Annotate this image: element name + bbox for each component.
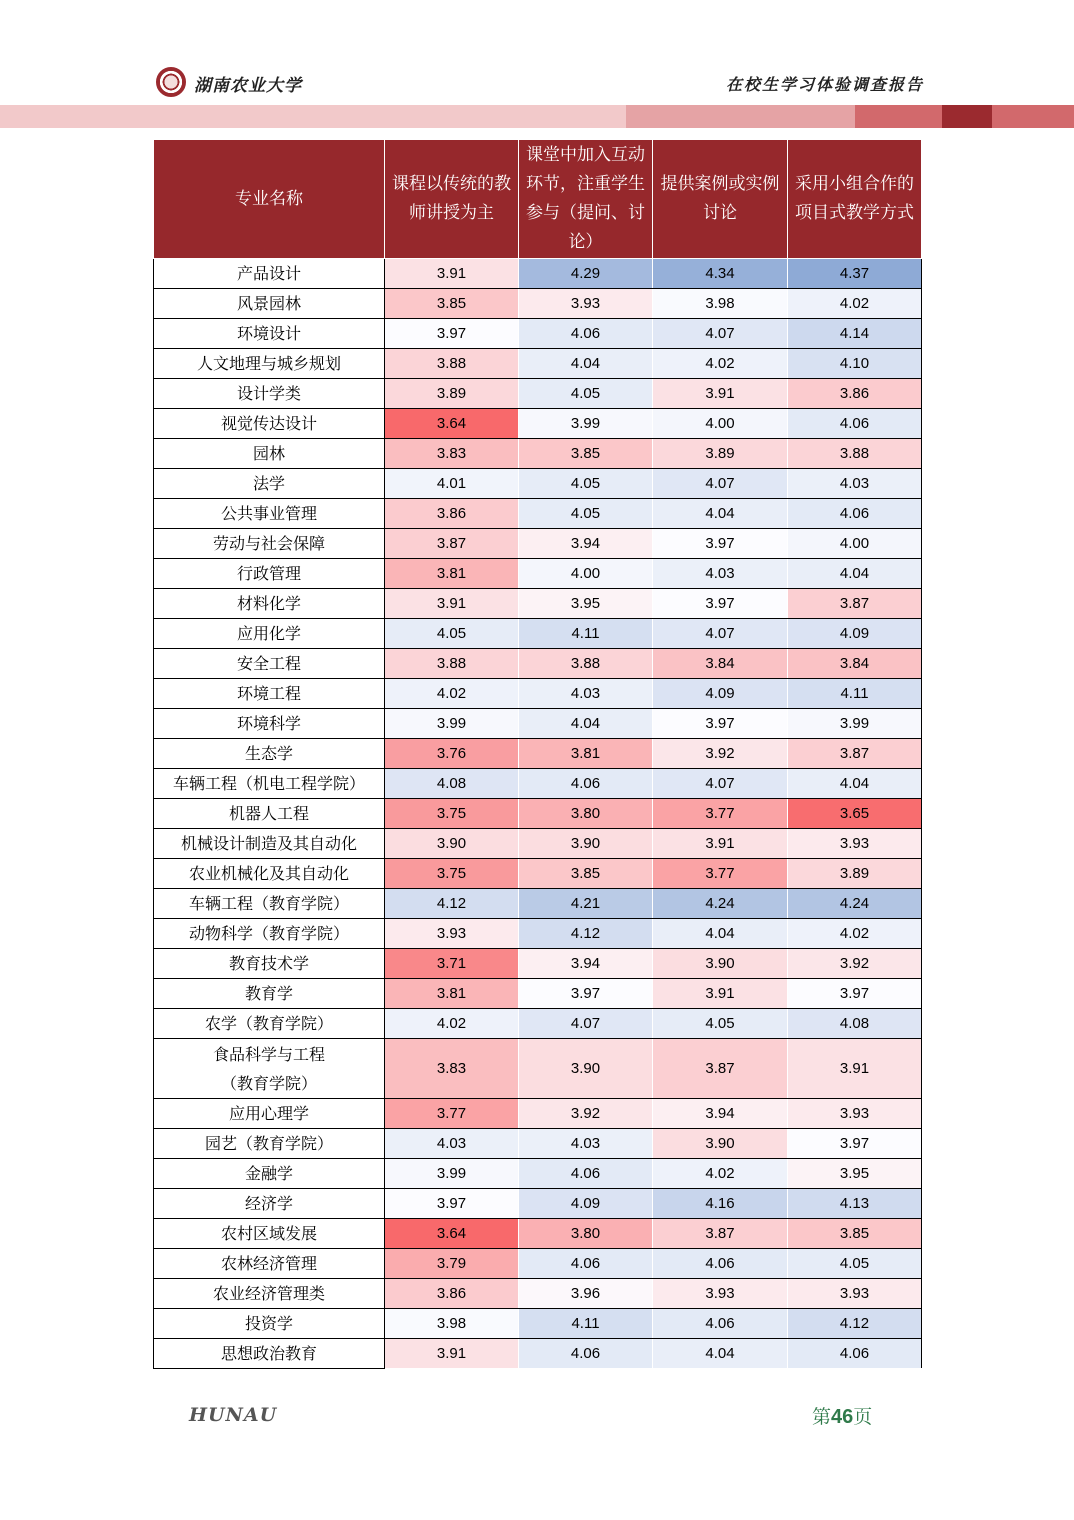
table-row [154, 979, 922, 1009]
score-cell: 4.11 [519, 1309, 653, 1339]
major-name-cell: 车辆工程（机电工程学院） [154, 769, 385, 799]
score-cell: 4.09 [788, 619, 922, 649]
table-row [154, 679, 922, 709]
score-cell: 4.06 [519, 1159, 653, 1189]
score-cell: 3.80 [519, 1219, 653, 1249]
report-title: 在校生学习体验调查报告 [725, 75, 924, 94]
score-cell: 3.90 [519, 829, 653, 859]
major-name-cell: 金融学 [154, 1159, 385, 1189]
score-cell: 4.06 [519, 1249, 653, 1279]
table-row [154, 1039, 922, 1099]
major-name-cell: 安全工程 [154, 649, 385, 679]
score-cell: 4.04 [788, 559, 922, 589]
score-cell: 3.95 [519, 589, 653, 619]
table-row [154, 1309, 922, 1339]
column-header-interactive: 课堂中加入互动环节，注重学生参与（提问、讨论） [519, 140, 653, 259]
score-cell: 3.64 [385, 409, 519, 439]
table-row [154, 379, 922, 409]
table-row [154, 769, 922, 799]
score-cell: 3.93 [385, 919, 519, 949]
score-cell: 3.93 [653, 1279, 788, 1309]
score-cell: 4.02 [788, 919, 922, 949]
major-name-cell: 机器人工程 [154, 799, 385, 829]
score-cell: 4.04 [653, 1339, 788, 1369]
score-cell: 3.86 [788, 379, 922, 409]
major-name-cell: 车辆工程（教育学院） [154, 889, 385, 919]
score-cell: 4.24 [653, 889, 788, 919]
header-band [626, 105, 855, 128]
score-cell: 4.02 [788, 289, 922, 319]
table-row [154, 619, 922, 649]
score-cell: 4.06 [788, 499, 922, 529]
score-cell: 4.06 [653, 1249, 788, 1279]
major-name-cell: 动物科学（教育学院） [154, 919, 385, 949]
score-cell: 3.88 [385, 649, 519, 679]
major-name-cell: 法学 [154, 469, 385, 499]
score-cell: 4.05 [788, 1249, 922, 1279]
major-name-cell: 农业机械化及其自动化 [154, 859, 385, 889]
table-row [154, 1189, 922, 1219]
table-row [154, 589, 922, 619]
score-cell: 3.91 [385, 1339, 519, 1369]
score-cell: 4.12 [788, 1309, 922, 1339]
score-cell: 4.05 [519, 469, 653, 499]
table-row [154, 409, 922, 439]
table-row [154, 1279, 922, 1309]
score-cell: 3.88 [519, 649, 653, 679]
header-band [855, 105, 942, 128]
major-name-cell: 农业经济管理类 [154, 1279, 385, 1309]
score-cell: 4.03 [653, 559, 788, 589]
table-row [154, 1249, 922, 1279]
score-cell: 4.11 [788, 679, 922, 709]
table-row [154, 829, 922, 859]
score-cell: 3.81 [385, 559, 519, 589]
major-name-cell: 环境工程 [154, 679, 385, 709]
score-cell: 4.02 [653, 349, 788, 379]
score-cell: 4.07 [653, 769, 788, 799]
score-cell: 4.24 [788, 889, 922, 919]
score-cell: 3.92 [788, 949, 922, 979]
score-cell: 3.86 [385, 1279, 519, 1309]
column-header-major: 专业名称 [154, 140, 385, 259]
score-cell: 3.83 [385, 439, 519, 469]
major-name-cell: 应用化学 [154, 619, 385, 649]
page-number [812, 1402, 872, 1429]
score-cell: 3.80 [519, 799, 653, 829]
score-cell: 4.07 [653, 619, 788, 649]
major-name-cell: 应用心理学 [154, 1099, 385, 1129]
score-cell: 4.05 [519, 499, 653, 529]
score-cell: 4.06 [788, 409, 922, 439]
score-cell: 3.91 [385, 589, 519, 619]
major-name-cell: 材料化学 [154, 589, 385, 619]
major-name-cell: 生态学 [154, 739, 385, 769]
table-row [154, 319, 922, 349]
score-cell: 4.13 [788, 1189, 922, 1219]
table-row [154, 1129, 922, 1159]
score-cell: 4.01 [385, 469, 519, 499]
page-number-value: 46 [831, 1406, 854, 1428]
score-cell: 3.98 [653, 289, 788, 319]
major-name-cell: 劳动与社会保障 [154, 529, 385, 559]
table-body [154, 259, 922, 1369]
score-cell: 3.85 [519, 439, 653, 469]
score-cell: 4.08 [385, 769, 519, 799]
column-header-group-project: 采用小组合作的项目式教学方式 [788, 140, 922, 259]
score-cell: 3.92 [653, 739, 788, 769]
column-header-case-discussion: 提供案例或实例讨论 [653, 140, 788, 259]
score-cell: 4.08 [788, 1009, 922, 1039]
table-row [154, 529, 922, 559]
major-name-cell: 农学（教育学院） [154, 1009, 385, 1039]
header-band [992, 105, 1074, 128]
score-cell: 4.05 [519, 379, 653, 409]
major-name-cell: 设计学类 [154, 379, 385, 409]
score-cell: 3.91 [653, 829, 788, 859]
major-name-cell [154, 1039, 385, 1099]
score-cell: 4.03 [788, 469, 922, 499]
score-cell: 3.97 [788, 979, 922, 1009]
score-cell: 3.91 [385, 259, 519, 289]
table-row [154, 469, 922, 499]
university-name: 湖南农业大学 [194, 76, 302, 96]
score-cell: 4.16 [653, 1189, 788, 1219]
score-cell: 4.04 [653, 499, 788, 529]
score-cell: 3.77 [653, 859, 788, 889]
score-cell: 4.06 [519, 769, 653, 799]
score-cell: 4.12 [519, 919, 653, 949]
score-cell: 3.83 [385, 1039, 519, 1099]
score-cell: 3.92 [519, 1099, 653, 1129]
score-cell: 4.10 [788, 349, 922, 379]
major-name-cell: 行政管理 [154, 559, 385, 589]
score-cell: 4.02 [653, 1159, 788, 1189]
score-cell: 4.07 [653, 469, 788, 499]
table-row [154, 1099, 922, 1129]
score-cell: 3.98 [385, 1309, 519, 1339]
score-cell: 4.09 [519, 1189, 653, 1219]
score-cell: 3.89 [385, 379, 519, 409]
score-cell: 3.99 [788, 709, 922, 739]
score-cell: 3.99 [385, 1159, 519, 1189]
score-cell: 4.04 [788, 769, 922, 799]
score-cell: 4.06 [519, 1339, 653, 1369]
score-cell: 4.04 [519, 709, 653, 739]
score-cell: 3.76 [385, 739, 519, 769]
score-cell: 4.07 [519, 1009, 653, 1039]
table-row [154, 919, 922, 949]
score-cell: 3.79 [385, 1249, 519, 1279]
score-cell: 3.86 [385, 499, 519, 529]
university-seal-icon [156, 67, 186, 97]
score-cell: 4.00 [653, 409, 788, 439]
score-cell: 3.94 [519, 949, 653, 979]
major-name-line: （教育学院） [220, 1073, 317, 1093]
score-cell: 4.34 [653, 259, 788, 289]
score-cell: 3.99 [519, 409, 653, 439]
score-cell: 4.14 [788, 319, 922, 349]
score-cell: 3.94 [519, 529, 653, 559]
score-cell: 3.71 [385, 949, 519, 979]
score-cell: 3.85 [788, 1219, 922, 1249]
score-cell: 3.90 [653, 949, 788, 979]
score-cell: 3.91 [653, 379, 788, 409]
score-cell: 4.37 [788, 259, 922, 289]
score-cell: 4.03 [519, 679, 653, 709]
major-name-line: 食品科学与工程 [212, 1044, 325, 1064]
major-name-cell: 农村区域发展 [154, 1219, 385, 1249]
score-cell: 3.90 [519, 1039, 653, 1099]
score-cell: 4.00 [519, 559, 653, 589]
major-name-cell: 农林经济管理 [154, 1249, 385, 1279]
score-cell: 3.77 [385, 1099, 519, 1129]
score-cell: 3.75 [385, 859, 519, 889]
score-cell: 4.05 [653, 1009, 788, 1039]
score-cell: 3.77 [653, 799, 788, 829]
score-cell: 3.97 [653, 709, 788, 739]
score-cell: 3.93 [788, 829, 922, 859]
score-cell: 3.93 [788, 1099, 922, 1129]
table-row [154, 1339, 922, 1369]
score-cell: 3.85 [519, 859, 653, 889]
major-name-cell: 环境设计 [154, 319, 385, 349]
score-cell: 3.84 [788, 649, 922, 679]
table-row [154, 709, 922, 739]
score-cell: 3.97 [385, 319, 519, 349]
score-cell: 3.91 [653, 979, 788, 1009]
table-row [154, 259, 922, 289]
table-row [154, 559, 922, 589]
score-cell: 3.90 [653, 1129, 788, 1159]
table-row [154, 739, 922, 769]
score-cell: 3.97 [385, 1189, 519, 1219]
score-cell: 3.75 [385, 799, 519, 829]
table-row [154, 1159, 922, 1189]
score-cell: 3.90 [385, 829, 519, 859]
table-row [154, 1219, 922, 1249]
score-cell: 4.03 [385, 1129, 519, 1159]
score-cell: 3.65 [788, 799, 922, 829]
score-cell: 3.89 [788, 859, 922, 889]
score-cell: 3.97 [653, 529, 788, 559]
score-cell: 3.87 [788, 739, 922, 769]
major-name-cell: 人文地理与城乡规划 [154, 349, 385, 379]
score-cell: 3.89 [653, 439, 788, 469]
score-cell: 3.93 [519, 289, 653, 319]
score-cell: 4.02 [385, 1009, 519, 1039]
score-cell: 3.95 [788, 1159, 922, 1189]
major-name-cell: 公共事业管理 [154, 499, 385, 529]
score-cell: 3.97 [519, 979, 653, 1009]
major-name-cell: 园林 [154, 439, 385, 469]
score-cell: 3.87 [788, 589, 922, 619]
score-cell: 4.07 [653, 319, 788, 349]
major-name-cell: 环境科学 [154, 709, 385, 739]
score-cell: 4.04 [519, 349, 653, 379]
score-cell: 3.97 [653, 589, 788, 619]
header-band [0, 105, 626, 128]
table-row [154, 1009, 922, 1039]
table-row [154, 799, 922, 829]
table-row [154, 949, 922, 979]
score-cell: 3.96 [519, 1279, 653, 1309]
score-cell: 3.81 [385, 979, 519, 1009]
major-name-cell: 机械设计制造及其自动化 [154, 829, 385, 859]
score-cell: 3.84 [653, 649, 788, 679]
major-name-cell: 视觉传达设计 [154, 409, 385, 439]
column-header-traditional-lecture: 课程以传统的教师讲授为主 [385, 140, 519, 259]
score-cell: 4.12 [385, 889, 519, 919]
score-cell: 3.97 [788, 1129, 922, 1159]
score-cell: 3.91 [788, 1039, 922, 1099]
score-cell: 3.88 [385, 349, 519, 379]
score-cell: 3.64 [385, 1219, 519, 1249]
major-name-cell: 产品设计 [154, 259, 385, 289]
footer-logo-text: HUNAU [189, 1404, 278, 1426]
major-teaching-method-table [153, 139, 922, 1369]
score-cell: 3.99 [385, 709, 519, 739]
major-name-cell: 园艺（教育学院） [154, 1129, 385, 1159]
major-name-cell: 教育技术学 [154, 949, 385, 979]
score-cell: 4.03 [519, 1129, 653, 1159]
score-cell: 4.05 [385, 619, 519, 649]
score-cell: 4.06 [788, 1339, 922, 1369]
table-row [154, 439, 922, 469]
major-name-cell: 思想政治教育 [154, 1339, 385, 1369]
score-cell: 4.21 [519, 889, 653, 919]
score-cell: 3.93 [788, 1279, 922, 1309]
score-cell: 4.11 [519, 619, 653, 649]
table-row [154, 859, 922, 889]
major-name-cell: 投资学 [154, 1309, 385, 1339]
major-name-cell: 教育学 [154, 979, 385, 1009]
page-suffix: 页 [853, 1406, 873, 1428]
score-cell: 3.85 [385, 289, 519, 319]
score-cell: 4.09 [653, 679, 788, 709]
score-cell: 4.04 [653, 919, 788, 949]
score-cell: 4.00 [788, 529, 922, 559]
table-header-row [154, 140, 922, 259]
table-row [154, 499, 922, 529]
score-cell: 3.87 [385, 529, 519, 559]
score-cell: 3.94 [653, 1099, 788, 1129]
table-row [154, 349, 922, 379]
score-cell: 4.29 [519, 259, 653, 289]
page-prefix: 第 [812, 1406, 832, 1428]
page-header [0, 0, 1074, 130]
table-row [154, 289, 922, 319]
major-name-cell: 经济学 [154, 1189, 385, 1219]
score-cell: 4.06 [653, 1309, 788, 1339]
score-cell: 4.02 [385, 679, 519, 709]
score-cell: 3.87 [653, 1039, 788, 1099]
score-cell: 4.06 [519, 319, 653, 349]
major-name-cell: 风景园林 [154, 289, 385, 319]
score-cell: 3.88 [788, 439, 922, 469]
score-cell: 3.81 [519, 739, 653, 769]
table-row [154, 889, 922, 919]
score-cell: 3.87 [653, 1219, 788, 1249]
header-band [942, 105, 992, 128]
table-row [154, 649, 922, 679]
